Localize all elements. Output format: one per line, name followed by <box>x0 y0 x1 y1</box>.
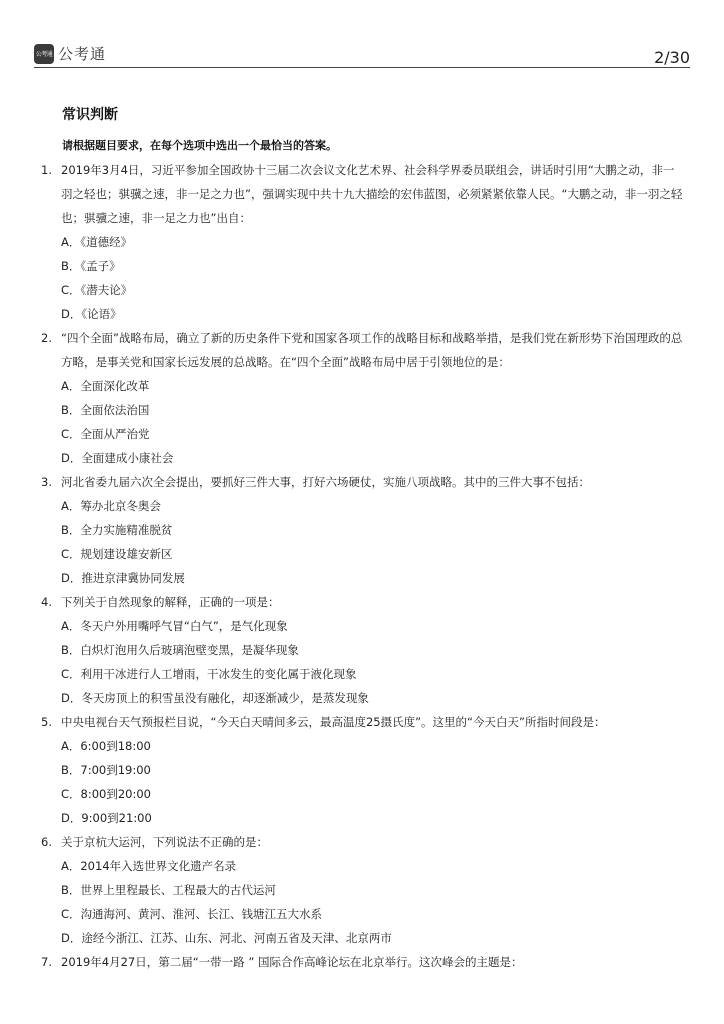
option-c: C．《潜夫论》 <box>61 283 133 297</box>
page-number: 2/30 <box>654 48 690 67</box>
question-3 <box>0 470 724 590</box>
option-b: B．7:00到19:00 <box>61 763 151 777</box>
question-number: 3. <box>41 475 52 489</box>
question-stem: 关于京杭大运河，下列说法不正确的是： <box>61 835 268 849</box>
question-list <box>0 158 724 974</box>
logo-icon: 公考通 <box>34 44 54 64</box>
option-d: D．推进京津冀协同发展 <box>61 571 185 585</box>
header-divider <box>34 67 690 68</box>
question-number: 7. <box>41 955 52 969</box>
page-header <box>34 38 690 68</box>
option-a: A．《道德经》 <box>61 235 133 249</box>
option-b: B．全力实施精准脱贫 <box>61 523 173 537</box>
option-d: D．途经今浙江、江苏、山东、河北、河南五省及天津、北京两市 <box>61 931 392 945</box>
question-1 <box>0 158 724 326</box>
option-a: A．6:00到18:00 <box>61 739 151 753</box>
option-c: C．沟通海河、黄河、淮河、长江、钱塘江五大水系 <box>61 907 323 921</box>
option-d: D．全面建成小康社会 <box>61 451 174 465</box>
question-number: 6. <box>41 835 52 849</box>
option-a: A．筹办北京冬奥会 <box>61 499 161 513</box>
question-4 <box>0 590 724 710</box>
option-c: C．8:00到20:00 <box>61 787 151 801</box>
option-c: C．全面从严治党 <box>61 427 150 441</box>
logo-text: 公考通 <box>58 45 107 63</box>
question-6 <box>0 830 724 950</box>
question-5 <box>0 710 724 830</box>
question-stem: 2019年3月4日，习近平参加全国政协十三届二次会议文化艺术界、社会科学界委员联组会，讲话时引用“大鹏之动，非一羽之轻也；骐骥之速，非一足之力也”，强调实现中共十九大描绘的宏伟蓝图，必须紧紧依靠人民。“大鹏之动，非一羽之轻也；骐骥之速，非一足之力也”出自： <box>61 163 683 225</box>
question-number: 4. <box>41 595 52 609</box>
logo <box>34 43 106 64</box>
option-d: D．冬天房顶上的积雪虽没有融化，却逐渐减少，是蒸发现象 <box>61 691 369 705</box>
option-d: D．《论语》 <box>61 307 122 321</box>
option-b: B．《孟子》 <box>61 259 121 273</box>
question-stem: 河北省委九届六次全会提出，要抓好三件大事，打好六场硬仗，实施八项战略。其中的三件大事不包括： <box>61 475 590 489</box>
question-number: 5. <box>41 715 52 729</box>
section-instruction: 请根据题目要求，在每个选项中选出一个最恰当的答案。 <box>62 139 337 152</box>
section-title: 常识判断 <box>62 107 118 123</box>
question-7 <box>0 950 724 974</box>
option-a: A．冬天户外用嘴呼气冒“白气”，是气化现象 <box>61 619 288 633</box>
question-number: 2. <box>41 331 52 345</box>
question-stem: 2019年4月27日，第二届“一带一路 ” 国际合作高峰论坛在北京举行。这次峰会的主题是： <box>61 955 523 969</box>
option-a: A．2014年入选世界文化遗产名录 <box>61 859 237 873</box>
question-number: 1. <box>41 163 52 177</box>
option-d: D．9:00到21:00 <box>61 811 152 825</box>
option-b: B．世界上里程最长、工程最大的古代运河 <box>61 883 276 897</box>
option-c: C．规划建设雄安新区 <box>61 547 173 561</box>
option-a: A．全面深化改革 <box>61 379 150 393</box>
option-c: C．利用干冰进行人工增雨，干冰发生的变化属于液化现象 <box>61 667 357 681</box>
question-stem: 下列关于自然现象的解释，正确的一项是： <box>61 595 280 609</box>
question-stem: “四个全面”战略布局，确立了新的历史条件下党和国家各项工作的战略目标和战略举措，是我们党在新形势下治国理政的总方略，是事关党和国家长远发展的总战略。在“四个全面”战略布局中居于引领地位的是： <box>61 331 683 369</box>
question-2 <box>0 326 724 470</box>
option-b: B．全面依法治国 <box>61 403 150 417</box>
option-b: B．白炽灯泡用久后玻璃泡壁变黑，是凝华现象 <box>61 643 299 657</box>
question-stem: 中央电视台天气预报栏目说，“今天白天晴间多云，最高温度25摄氏度”。这里的“今天白天”所指时间段是： <box>61 715 606 729</box>
